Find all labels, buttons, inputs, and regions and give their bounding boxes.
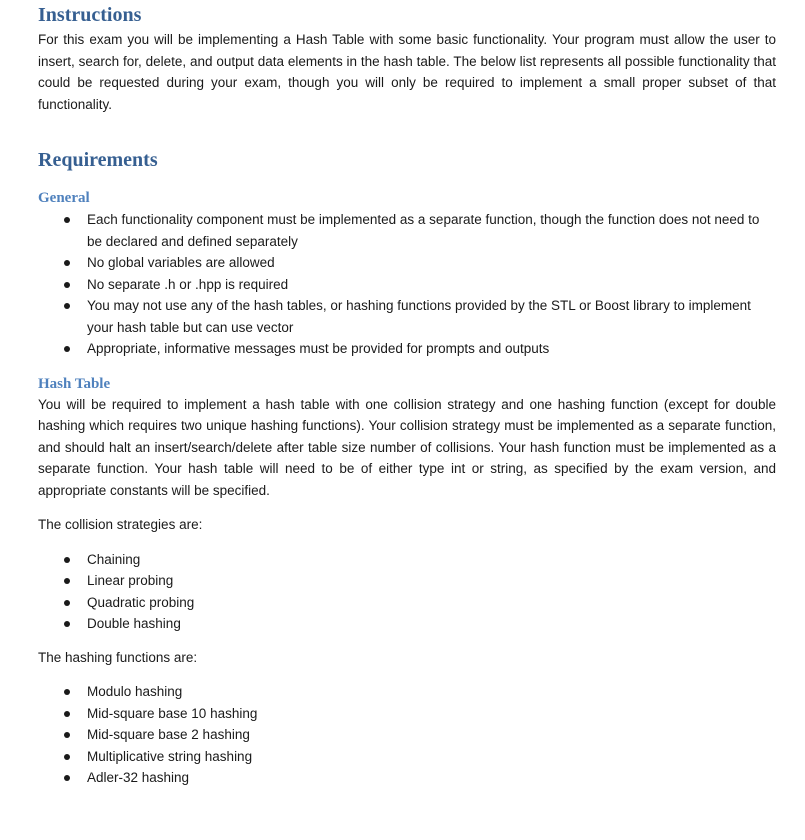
bullet-icon	[64, 557, 70, 563]
general-heading: General	[38, 190, 90, 206]
bullet-icon	[64, 732, 70, 738]
bullet-icon	[64, 217, 70, 223]
instructions-paragraph: For this exam you will be implementing a Hash Table with some basic functionality. Your program must allow the user to insert, search for, delete, and output data elements in the hash table. The below list represents all possible functionality that could be requested during your exam, though you will only be required to implement a small proper subset of that functionality.	[38, 32, 776, 112]
list-item: Adler-32 hashing	[38, 767, 776, 789]
bullet-icon	[64, 621, 70, 627]
bullet-icon	[64, 689, 70, 695]
requirements-heading: Requirements	[38, 149, 158, 171]
list-item: You may not use any of the hash tables, or hashing functions provided by the STL or Boost library to implement your hash table but can use vector	[38, 295, 776, 338]
general-list	[38, 209, 776, 360]
list-item: Mid-square base 2 hashing	[38, 724, 776, 746]
list-item: No global variables are allowed	[38, 252, 776, 274]
bullet-icon	[64, 260, 70, 266]
list-item: Quadratic probing	[38, 592, 776, 614]
hashing-intro: The hashing functions are:	[38, 649, 198, 665]
bullet-icon	[64, 303, 70, 309]
bullet-icon	[64, 600, 70, 606]
list-item: Linear probing	[38, 570, 776, 592]
instructions-heading: Instructions	[38, 4, 142, 26]
bullet-icon	[64, 578, 70, 584]
list-item: No separate .h or .hpp is required	[38, 274, 776, 296]
list-item: Double hashing	[38, 613, 776, 635]
bullet-icon	[64, 711, 70, 717]
bullet-icon	[64, 346, 70, 352]
collision-strategies-list	[38, 549, 776, 635]
list-item: Mid-square base 10 hashing	[38, 703, 776, 725]
hashing-functions-list	[38, 681, 776, 789]
bullet-icon	[64, 282, 70, 288]
list-item: Appropriate, informative messages must be provided for prompts and outputs	[38, 338, 776, 360]
bullet-icon	[64, 754, 70, 760]
hash-table-paragraph: You will be required to implement a hash table with one collision strategy and one hashing function (except for double hashing which requires two unique hashing functions). Your collision strategy must be implemented as a separate function, and should halt an insert/search/delete after table size number of collisions. Your hash function must be implemented as a separate function. Your hash table will need to be of either type int or string, as specified by the exam version, and appropriate constants will be specified.	[38, 396, 776, 498]
list-item: Multiplicative string hashing	[38, 746, 776, 768]
document-page	[38, 0, 776, 789]
list-item: Chaining	[38, 549, 776, 571]
hash-table-heading: Hash Table	[38, 375, 111, 392]
bullet-icon	[64, 775, 70, 781]
collision-intro: The collision strategies are:	[38, 517, 203, 532]
list-item: Modulo hashing	[38, 681, 776, 703]
list-item: Each functionality component must be implemented as a separate function, though the function does not need to be declared and defined separately	[38, 209, 776, 252]
